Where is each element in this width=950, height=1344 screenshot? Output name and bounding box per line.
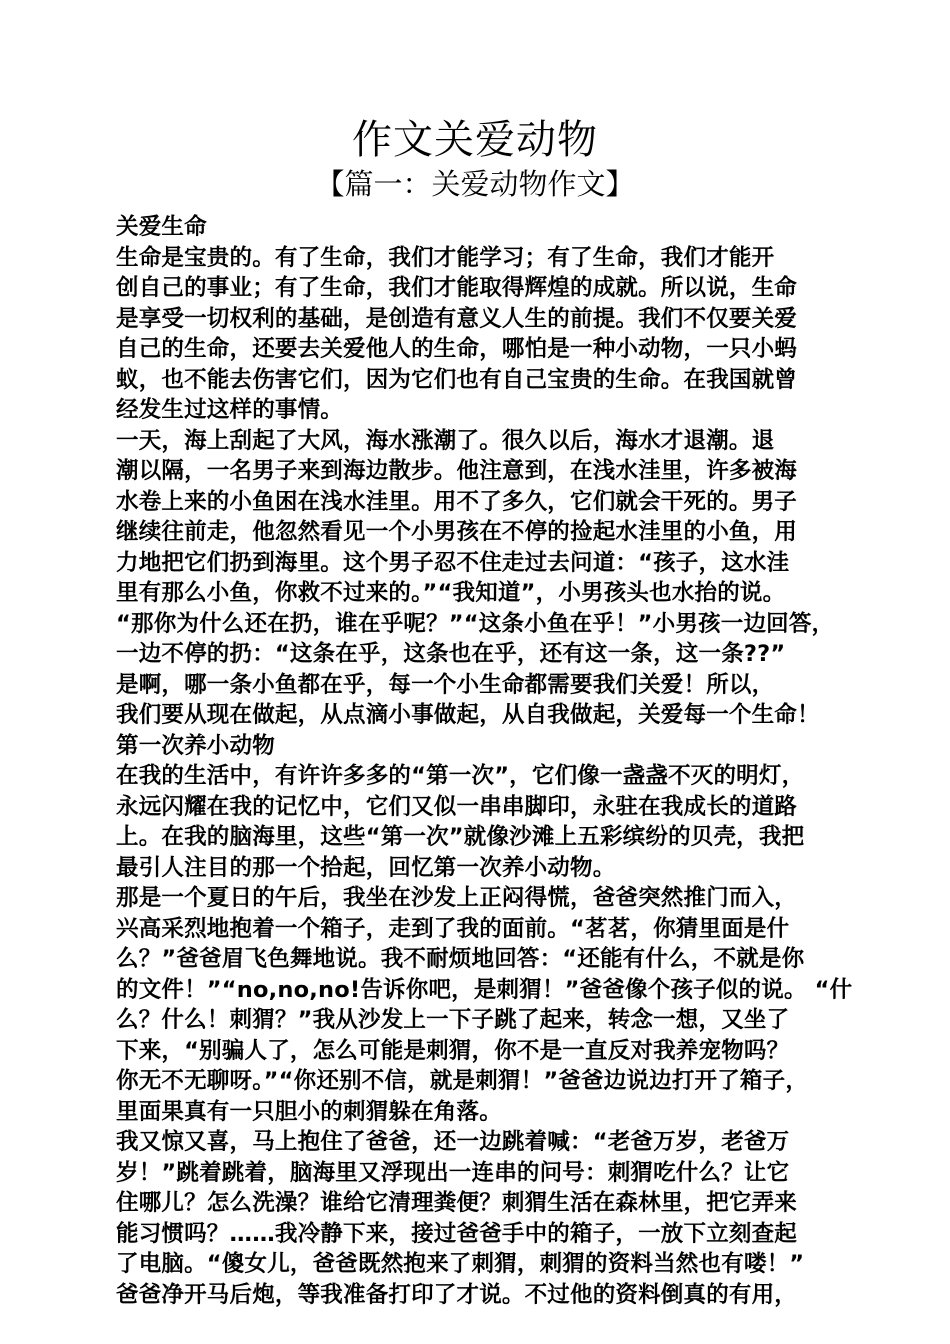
text-line: 水卷上来的小鱼困在浅水洼里。用不了多久，它们就会干死的。男子 [116, 488, 798, 515]
text-line: 里有那么小鱼，你救不过来的。”“我知道”，小男孩头也水抬的说。 [116, 580, 786, 606]
text-line: 关爱生命 [116, 214, 207, 240]
text-line: 么？”爸爸眉飞色舞地说。我不耐烦地回答：“还能有什么，不就是你 [116, 946, 805, 972]
text-line: 力地把它们扔到海里。这个男子忍不住走过去问道：“孩子，这水洼 [116, 549, 790, 576]
text-line: 第一次养小动物 [116, 732, 275, 759]
text-line: 创自己的事业；有了生命，我们才能取得辉煌的成就。所以说，生命 [116, 275, 798, 301]
text-line: 蚁，也不能去伤害它们，因为它们也有自己宝贵的生命。在我国就曾 [116, 366, 798, 393]
text-line: 自己的生命，还要去关爱他人的生命，哪怕是一种小动物，一只小蚂 [116, 336, 798, 362]
text-line: 继续往前走，他忽然看见一个小男孩在不停的捡起水洼里的小鱼，用 [116, 519, 798, 545]
text-line: 爸爸净开马后炮，等我准备打印了才说。不过他的资料倒真的有用， [116, 1281, 798, 1308]
text-line: 潮以隔，一名男子来到海边散步。他注意到，在浅水洼里，许多被海 [116, 458, 798, 484]
text-line: 岁！”跳着跳着，脑海里又浮现出一连串的问号：刺猬吃什么？让它 [116, 1159, 790, 1186]
text-line: 一边不停的扔：“这条在乎，这条也在乎，还有这一条，这一条??” [116, 641, 786, 667]
text-line: 了电脑。“傻女儿，爸爸既然抱来了刺猬，刺猬的资料当然也有喽！” [116, 1251, 805, 1277]
text-line: 住哪儿？怎么洗澡？谁给它清理粪便？刺猬生活在森林里，把它弄来 [116, 1190, 798, 1216]
document-title: 作文关爱动物 [352, 117, 598, 163]
text-line: 永远闪耀在我的记忆中，它们又似一串串脚印，永驻在我成长的道路 [116, 793, 798, 820]
text-line: 下来，“别骗人了，怎么可能是刺猬，你不是一直反对我养宠物吗？ [116, 1037, 790, 1064]
text-line: 最引人注目的那一个拾起，回忆第一次养小动物。 [116, 854, 616, 881]
text-line: 我又惊又喜，马上抱住了爸爸，还一边跳着喊：“老爸万岁，老爸万 [116, 1129, 790, 1155]
document-subtitle: 【篇一：关爱动物作文】 [315, 167, 635, 201]
text-line: 生命是宝贵的。有了生命，我们才能学习；有了生命，我们才能开 [116, 244, 775, 271]
text-line: 的文件！”“no,no,no!告诉你吧，是刺猬！”爸爸像个孩子似的说。 “什 [116, 976, 853, 1003]
text-line: 那是一个夏日的午后，我坐在沙发上正闷得慌，爸爸突然推门而入， [116, 885, 798, 911]
text-line: 经发生过这样的事情。 [116, 397, 344, 423]
text-line: 你无不无聊呀。”“你还别不信，就是刺猬！”爸爸边说边打开了箱子， [116, 1068, 809, 1094]
text-line: 兴高采烈地抱着一个箱子，走到了我的面前。“茗茗，你猜里面是什 [116, 915, 790, 942]
text-line: 一天，海上刮起了大风，海水涨潮了。很久以后，海水才退潮。退 [116, 427, 775, 454]
text-line: 么？什么！刺猬？”我从沙发上一下子跳了起来，转念一想，又坐了 [116, 1007, 790, 1033]
text-line: 是啊，哪一条小鱼都在乎，每一个小生命都需要我们关爱！所以， [116, 671, 775, 698]
text-line: 里面果真有一只胆小的刺猬躲在角落。 [116, 1098, 502, 1125]
text-line: 在我的生活中，有许许多多的“第一次”，它们像一盏盏不灭的明灯， [116, 763, 805, 789]
text-line: 是享受一切权利的基础，是创造有意义人生的前提。我们不仅要关爱 [116, 305, 798, 332]
text-line: 我们要从现在做起，从点滴小事做起，从自我做起，关爱每一个生命！ [116, 702, 820, 728]
text-line: “那你为什么还在扔，谁在乎呢？”“这条小鱼在乎！”小男孩一边回答， [116, 610, 835, 637]
text-line: 上。在我的脑海里，这些“第一次”就像沙滩上五彩缤纷的贝壳，我把 [116, 824, 805, 850]
essay-body [116, 212, 856, 1310]
text-line: 能习惯吗？……我冷静下来，接过爸爸手中的箱子，一放下立刻查起 [116, 1220, 798, 1247]
